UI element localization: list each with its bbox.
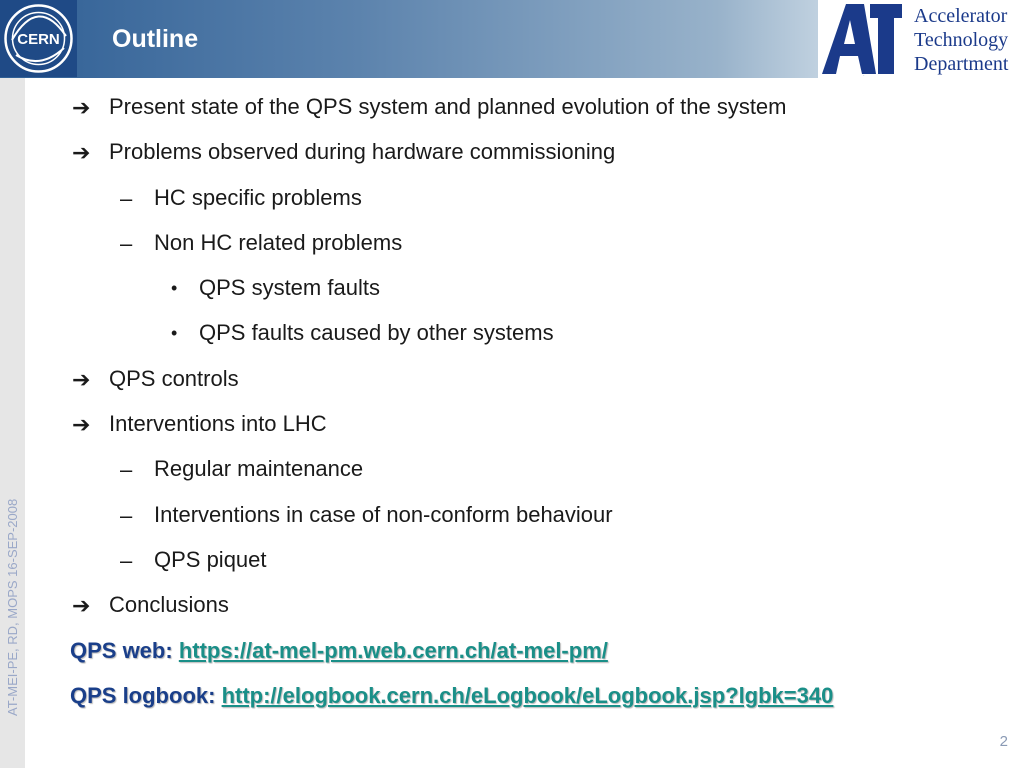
qps-web-label: QPS web: <box>70 637 173 663</box>
svg-text:AT: AT <box>863 76 865 77</box>
slide-title: Outline <box>112 25 199 53</box>
dash-bullet-icon: – <box>120 547 133 573</box>
outline-subitem <box>70 454 1000 499</box>
outline-item <box>70 409 1000 454</box>
outline-subitem-text: HC specific problems <box>154 184 362 210</box>
arrow-bullet-icon: ➔ <box>72 95 91 120</box>
outline-subitem <box>70 183 1000 228</box>
outline-item-text: Present state of the QPS system and planned evolution of the system <box>109 94 787 119</box>
outline-item-text: Problems observed during hardware commissioning <box>109 139 616 165</box>
slide-header <box>0 0 1024 78</box>
outline-subitem-text: Interventions in case of non-conform behaviour <box>154 501 613 527</box>
qps-logbook-label: QPS logbook: <box>70 682 216 708</box>
outline-item <box>70 364 1000 409</box>
svg-text:CERN: CERN <box>17 31 60 48</box>
cern-logo <box>0 0 77 77</box>
outline-subsubitem <box>70 318 1000 363</box>
department-name <box>914 4 1008 76</box>
footer-date-text: AT-MEI-PE, RD, MOPS 16-SEP-2008 <box>5 498 20 716</box>
outline-subsubitem-text: QPS faults caused by other systems <box>199 320 554 346</box>
arrow-bullet-icon: ➔ <box>72 366 91 392</box>
outline-item <box>70 92 1000 137</box>
outline-item-text: Interventions into LHC <box>109 411 327 437</box>
outline-subitem-text: Non HC related problems <box>154 229 403 255</box>
outline-item <box>70 137 1000 182</box>
dash-bullet-icon: – <box>120 457 133 483</box>
arrow-bullet-icon: ➔ <box>72 412 91 438</box>
dash-bullet-icon: – <box>120 502 133 528</box>
qps-web-link[interactable]: https://at-mel-pm.web.cern.ch/at-mel-pm/ <box>178 637 608 663</box>
department-name-line: Department <box>914 53 1009 75</box>
outline-subitem-text: Regular maintenance <box>154 456 364 482</box>
department-name-line: Technology <box>914 29 1009 51</box>
outline-subitem-text: QPS piquet <box>154 546 267 572</box>
outline-subitem <box>70 545 1000 590</box>
outline-item <box>70 590 1000 635</box>
outline-list <box>70 92 1000 726</box>
arrow-bullet-icon: ➔ <box>72 140 91 166</box>
outline-subsubitem <box>70 273 1000 318</box>
department-logo <box>818 0 1024 78</box>
dash-bullet-icon: – <box>120 230 133 256</box>
qps-logbook-row <box>70 681 1000 726</box>
outline-subitem <box>70 228 1000 273</box>
dot-bullet-icon: • <box>171 278 178 299</box>
page-number: 2 <box>999 733 1008 750</box>
outline-subsubitem-text: QPS system faults <box>199 275 380 301</box>
arrow-bullet-icon: ➔ <box>72 593 91 619</box>
qps-logbook-link[interactable]: http://elogbook.cern.ch/eLogbook/eLogbook.jsp?lgbk=340 <box>221 682 834 708</box>
dot-bullet-icon: • <box>171 323 178 344</box>
outline-subitem <box>70 500 1000 545</box>
outline-item-text: Conclusions <box>109 592 229 618</box>
department-name-line: Accelerator <box>914 5 1008 27</box>
outline-item-text: QPS controls <box>109 365 239 391</box>
dash-bullet-icon: – <box>120 185 133 211</box>
qps-web-row <box>70 636 1000 681</box>
